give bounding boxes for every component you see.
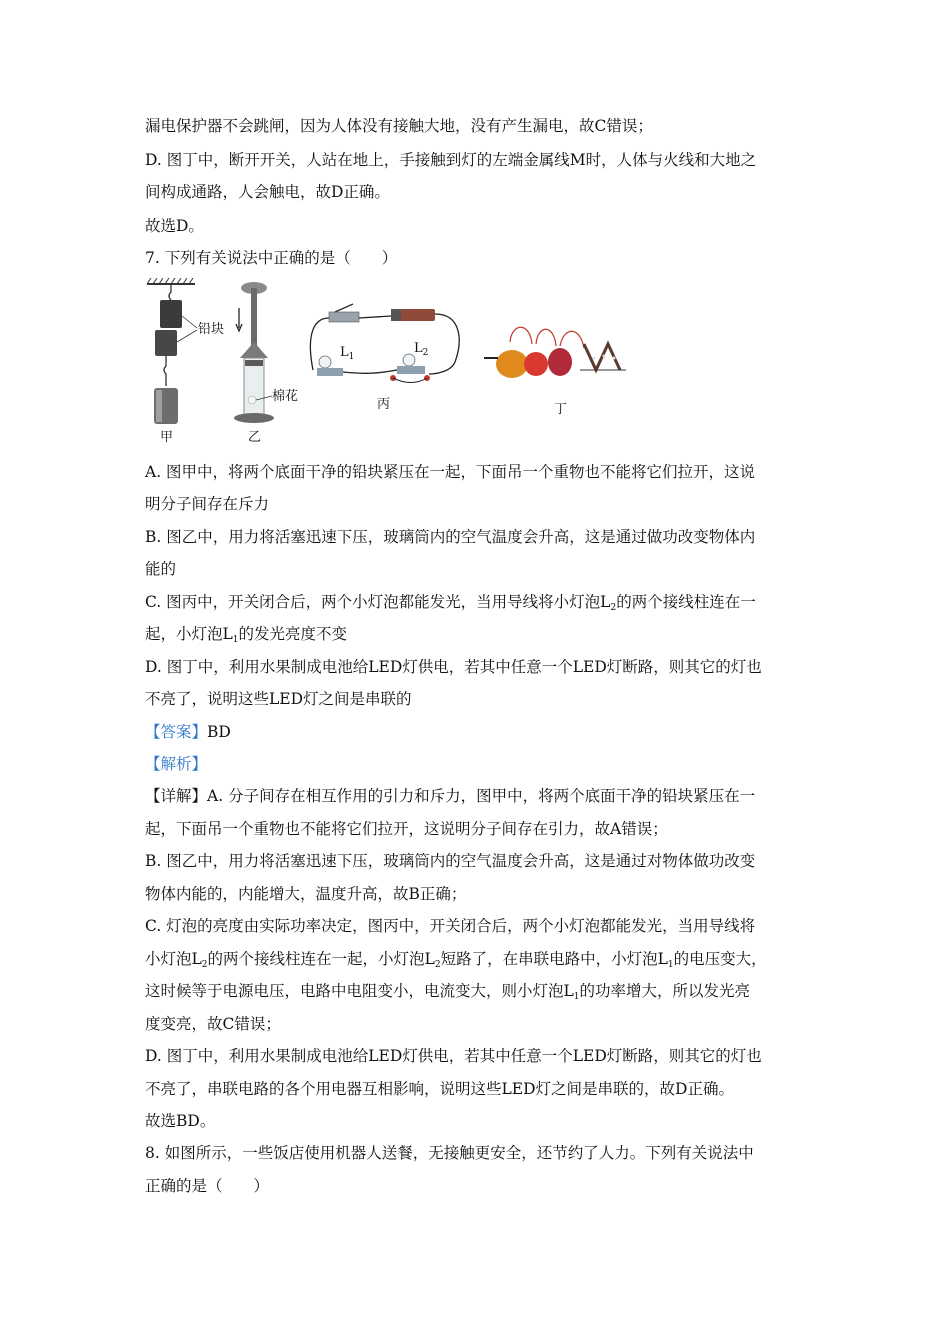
figure-ding-label: 丁 bbox=[554, 402, 568, 417]
figure-bing-l1-label: $L_1$ bbox=[340, 345, 355, 362]
answer-line bbox=[145, 722, 810, 742]
option-d: D. 图丁中，利用水果制成电池给LED灯供电，若其中任意一个LED灯断路，则其它的灯也 bbox=[145, 658, 762, 676]
answer-value: BD bbox=[207, 723, 231, 741]
text-line: 漏电保护器不会跳闸，因为人体没有接触大地，没有产生漏电，故C错误； bbox=[145, 117, 653, 135]
detail-line: 【详解】A. 分子间存在相互作用的引力和斥力，图甲中，将两个底面干净的铅块紧压在一 bbox=[145, 787, 756, 805]
question-8-stem: 8. 如图所示，一些饭店使用机器人送餐，无接触更安全，还节约了人力。下列有关说法中 bbox=[145, 1144, 754, 1162]
option-b-cont: 能的 bbox=[145, 560, 177, 578]
detail-line: D. 图丁中，利用水果制成电池给LED灯供电，若其中任意一个LED灯断路，则其它的灯也 bbox=[145, 1047, 762, 1065]
figure-jia-label: 甲 bbox=[160, 430, 174, 445]
figure-yi-piston-cylinder bbox=[228, 278, 298, 428]
option-c-cont: 起，小灯泡$L_1$的发光亮度不变 bbox=[145, 625, 348, 645]
figure-yi-callout: 棉花 bbox=[272, 389, 299, 404]
detail-line: B. 图乙中，用力将活塞迅速下压，玻璃筒内的空气温度会升高，这是通过对物体做功改变 bbox=[145, 852, 756, 870]
detail-line: 这时候等于电源电压，电路中电阻变小，电流变大，则小灯泡$L_1$的功率增大，所以发光亮 bbox=[145, 982, 751, 1002]
detail-line: C. 灯泡的亮度由实际功率决定，图丙中，开关闭合后，两个小灯泡都能发光，当用导线将 bbox=[145, 917, 756, 935]
option-a-cont: 明分子间存在斥力 bbox=[145, 495, 270, 513]
text-line: 间构成通路，人会触电，故D正确。 bbox=[145, 183, 390, 201]
option-c: C. 图丙中，开关闭合后，两个小灯泡都能发光，当用导线将小灯泡$L_2$的两个接线柱连在一 bbox=[145, 593, 756, 613]
analysis-line bbox=[145, 754, 810, 774]
option-b: B. 图乙中，用力将活塞迅速下压，玻璃筒内的空气温度会升高，这是通过做功改变物体内 bbox=[145, 528, 756, 546]
detail-line: 度变亮，故C错误； bbox=[145, 1015, 281, 1033]
text-line: 故选D。 bbox=[145, 217, 204, 235]
detail-line: 起，下面吊一个重物也不能将它们拉开，这说明分子间存在引力，故A错误； bbox=[145, 820, 668, 838]
detail-line: 小灯泡$L_2$的两个接线柱连在一起，小灯泡$L_2$短路了，在串联电路中，小灯泡$L_1$的电压变大， bbox=[145, 950, 767, 970]
figure-yi-label: 乙 bbox=[248, 430, 262, 445]
option-d-cont: 不亮了，说明这些LED灯之间是串联的 bbox=[145, 690, 412, 708]
figure-bing-circuit bbox=[305, 300, 465, 386]
figure-ding-fruit-battery bbox=[480, 318, 630, 388]
detail-line: 故选BD。 bbox=[145, 1112, 216, 1130]
detail-line: 不亮了，串联电路的各个用电器互相影响，说明这些LED灯之间是串联的，故D正确。 bbox=[145, 1080, 734, 1098]
option-a: A. 图甲中，将两个底面干净的铅块紧压在一起，下面吊一个重物也不能将它们拉开，这说 bbox=[145, 463, 756, 481]
answer-tag: 【答案】 bbox=[145, 723, 208, 741]
text-line: D. 图丁中，断开开关，人站在地上，手接触到灯的左端金属线M时，人体与火线和大地之 bbox=[145, 151, 757, 169]
detail-line: 物体内能的，内能增大，温度升高，故B正确； bbox=[145, 885, 467, 903]
figure-jia-lead-blocks bbox=[145, 278, 235, 448]
question-7-stem: 7. 下列有关说法中正确的是（ ） bbox=[145, 249, 398, 267]
question-8-stem-cont: 正确的是（ ） bbox=[145, 1177, 270, 1195]
detail-tag: 【详解】 bbox=[145, 787, 208, 805]
analysis-tag: 【解析】 bbox=[145, 755, 208, 773]
figure-jia-callout: 铅块 bbox=[198, 322, 225, 337]
figure-bing-label: 丙 bbox=[377, 397, 391, 412]
figure-bing-l2-label: $L_2$ bbox=[414, 341, 429, 358]
